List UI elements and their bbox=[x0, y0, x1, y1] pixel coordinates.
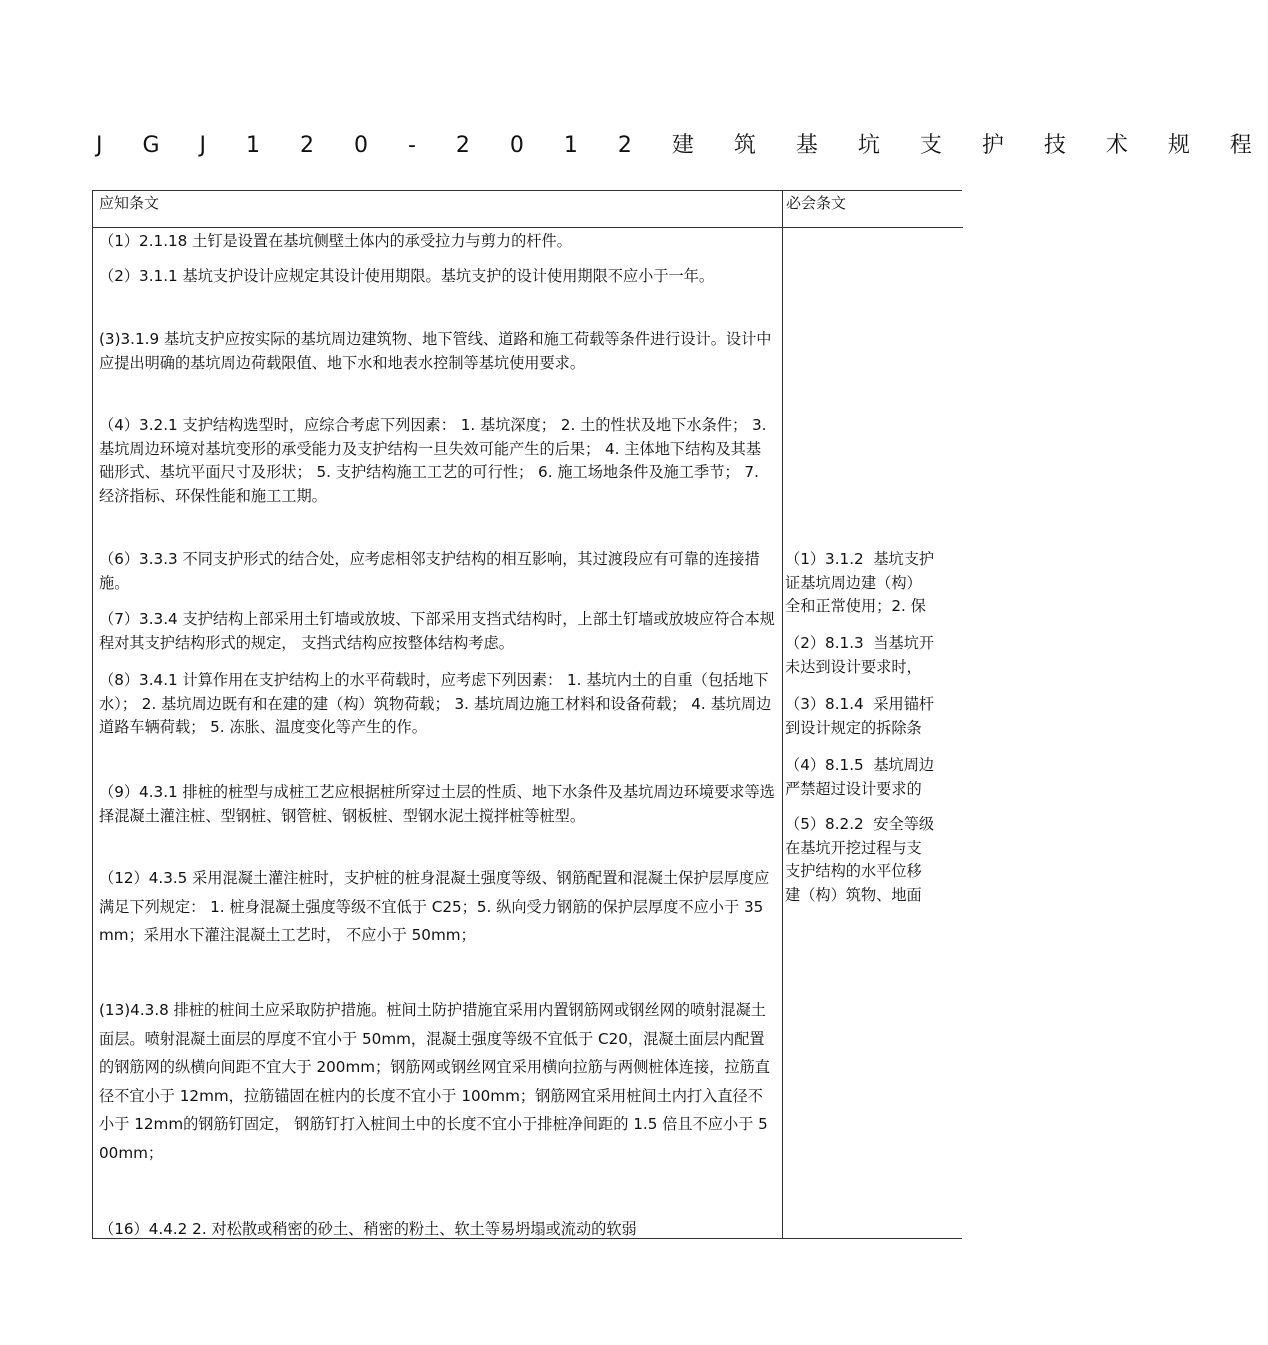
clause-item: （2）8.1.3 当基坑开 未达到设计要求时， bbox=[785, 634, 935, 676]
clause-item: （7）3.3.4 支护结构上部采用土钉墙或放坡、下部采用支挡式结构时，上部土钉墙或放坡应符合本规程对其支护结构形式的规定， 支挡式结构应按整体结构考虑。 bbox=[99, 610, 775, 652]
clause-item: （4）3.2.1 支护结构选型时，应综合考虑下列因素： 1. 基坑深度； 2. 土的性状及地下水条件； 3. 基坑周边环境对基坑变形的承受能力及支护结构一旦失效可能产生的后果； 4. 主体地下结构及其基础形式、基坑平面尺寸及形状； 5. 支护结构施工工艺的可行性； 6. 施工场地条件及施工季节； 7. 经济指标、环保性能和施工工期。 bbox=[99, 416, 767, 505]
clause-item: (3)3.1.9 基坑支护应按实际的基坑周边建筑物、地下管线、道路和施工荷载等条件进行设计。设计中应提出明确的基坑周边荷载限值、地下水和地表水控制等基坑使用要求。 bbox=[99, 330, 772, 372]
column-must-master bbox=[783, 191, 963, 1238]
right-column-body bbox=[783, 228, 963, 1238]
header-must-master: 必会条文 bbox=[783, 191, 963, 228]
clause-item: （1）3.1.2 基坑支护 证基坑周边建（构） 全和正常使用；2. 保 bbox=[785, 550, 935, 615]
column-required-knowledge bbox=[93, 191, 783, 1238]
clause-item: （12）4.3.5 采用混凝土灌注桩时，支护桩的桩身混凝土强度等级、钢筋配置和混凝土保护层厚度应满足下列规定： 1. 桩身混凝土强度等级不宜低于 C25；5. 纵向受力钢筋的保护层厚度不应小于 35mm；采用水下灌注混凝土工艺时， 不应小于 50mm； bbox=[99, 869, 770, 944]
header-required-knowledge: 应知条文 bbox=[93, 191, 782, 228]
left-column-body bbox=[93, 228, 782, 1238]
clause-item: （6）3.3.3 不同支护形式的结合处，应考虑相邻支护结构的相互影响，其过渡段应有可靠的连接措施。 bbox=[99, 550, 760, 592]
clause-item: (13)4.3.8 排桩的桩间土应采取防护措施。桩间土防护措施宜采用内置钢筋网或钢丝网的喷射混凝土面层。喷射混凝土面层的厚度不宜小于 50mm，混凝土强度等级不宜低于 C20，混凝土面层内配置的钢筋网的纵横向间距不宜大于 200mm；钢筋网或钢丝网宜采用横向拉筋与两侧桩体连接，拉筋直径不宜小于 12mm，拉筋锚固在桩内的长度不宜小于 100mm；钢筋网宜采用桩间土内打入直径不小于 12mm的钢筋钉固定， 钢筋钉打入桩间土中的长度不宜小于排桩净间距的 1.5 倍且不应小于 500mm； bbox=[99, 1001, 770, 1162]
clause-item: （4）8.1.5 基坑周边 严禁超过设计要求的 bbox=[785, 756, 935, 798]
clause-item: （5）8.2.2 安全等级 在基坑开挖过程与支 支护结构的水平位移 建（构）筑物、地面 bbox=[785, 815, 935, 904]
clause-table bbox=[92, 190, 962, 1239]
clause-item: （3）8.1.4 采用锚杆 到设计规定的拆除条 bbox=[785, 695, 935, 737]
clause-item: （8）3.4.1 计算作用在支护结构上的水平荷载时，应考虑下列因素： 1. 基坑内土的自重（包括地下水）； 2. 基坑周边既有和在建的建（构）筑物荷载； 3. 基坑周边施工材料和设备荷载； 4. 基坑周边道路车辆荷载； 5. 冻胀、温度变化等产生的作。 bbox=[99, 671, 772, 736]
clause-item: （2）3.1.1 基坑支护设计应规定其设计使用期限。基坑支护的设计使用期限不应小于一年。 bbox=[99, 267, 715, 285]
clause-item: （16）4.4.2 2. 对松散或稍密的砂土、稍密的粉土、软土等易坍塌或流动的软弱 bbox=[99, 1220, 637, 1238]
clause-item: （9）4.3.1 排桩的桩型与成桩工艺应根据桩所穿过土层的性质、地下水条件及基坑周边环境要求等选择混凝土灌注桩、型钢桩、钢管桩、钢板桩、型钢水泥土搅拌桩等桩型。 bbox=[99, 783, 775, 825]
clause-item: （1）2.1.18 土钉是设置在基坑侧壁土体内的承受拉力与剪力的杆件。 bbox=[99, 232, 572, 250]
document-title: J G J 1 2 0 - 2 0 1 2 建 筑 基 坑 支 护 技 术 规 程 bbox=[96, 133, 1268, 158]
